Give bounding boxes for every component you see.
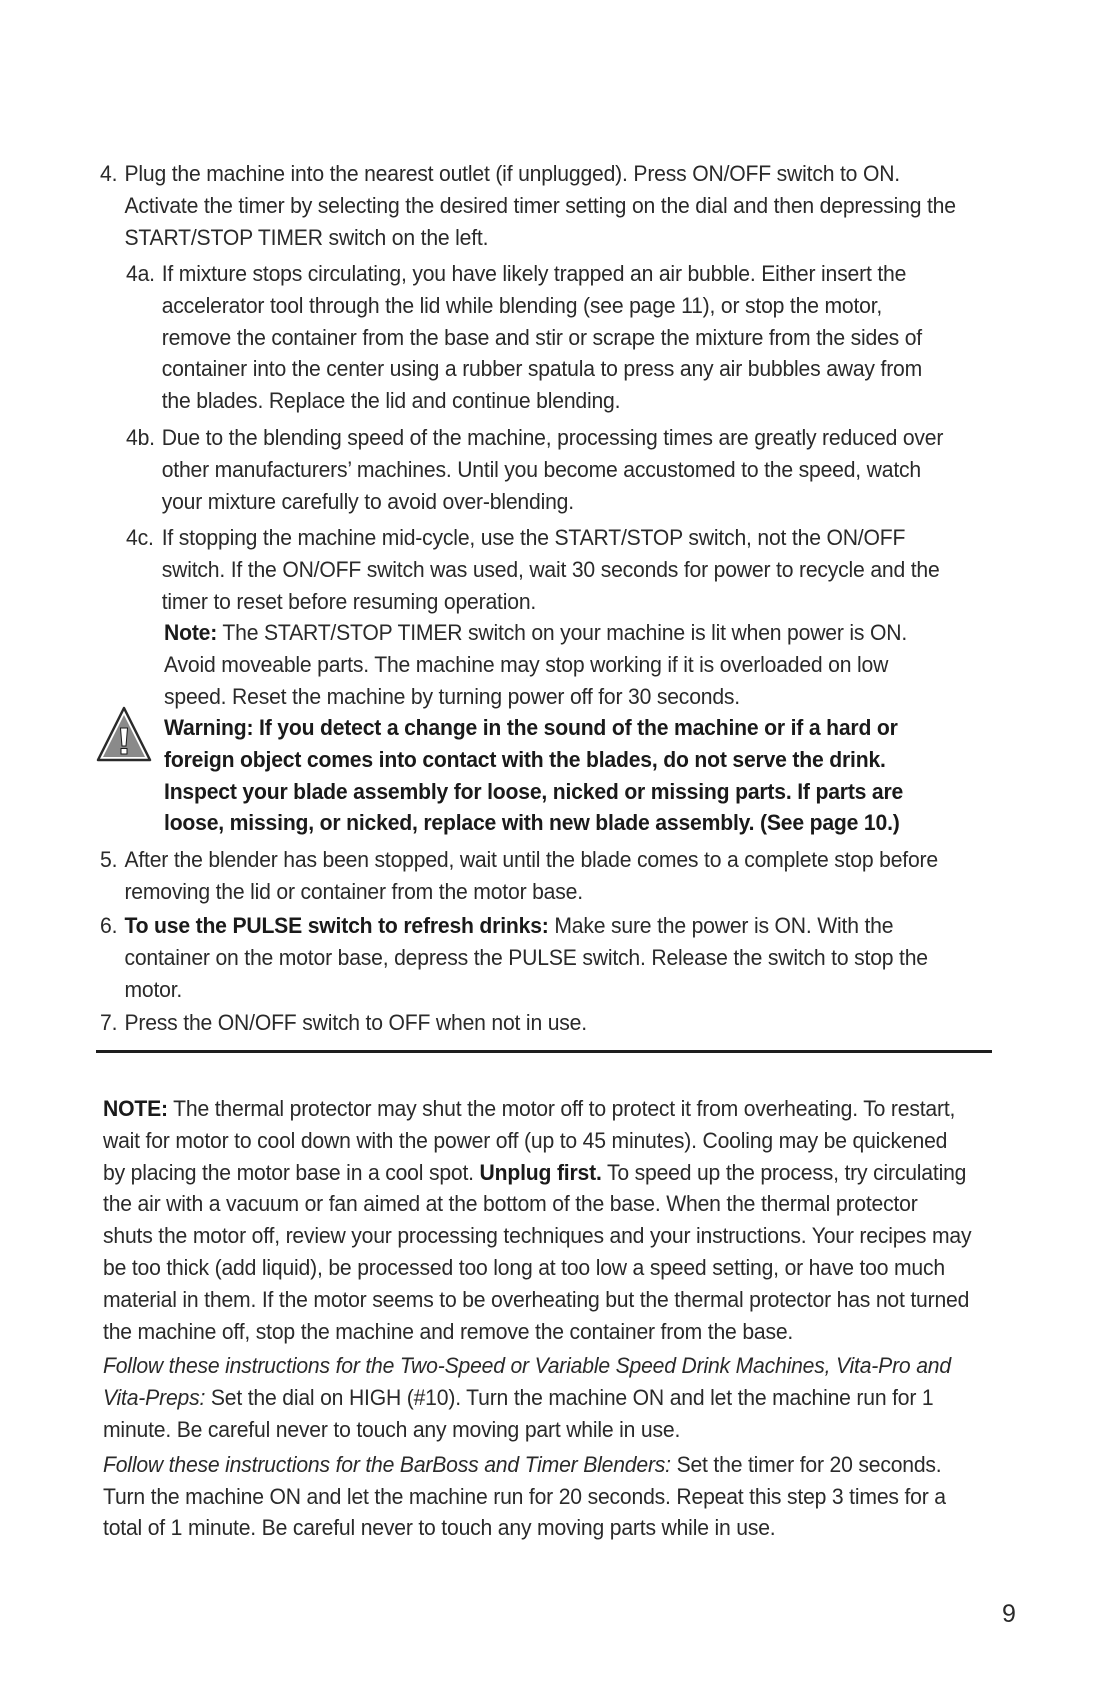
- step-text: Due to the blending speed of the machine, processing times are greatly reduced over other manufacturers’ machines. Until you become accustomed to the speed, watch your mixture carefully to avoid over-blending.: [161, 425, 944, 514]
- note-label: Note:: [164, 620, 218, 645]
- instruction-step-6: [100, 910, 965, 1005]
- step-text: Press the ON/OFF switch to OFF when not in use.: [124, 1010, 587, 1035]
- step-text: If stopping the machine mid-cycle, use the START/STOP switch, not the ON/OFF switch. If the ON/OFF switch was used, wait 30 seconds for power to recycle and the timer to reset before resuming operation.: [161, 525, 940, 614]
- barboss-lead: Follow these instructions for the BarBoss and Timer Blenders:: [103, 1451, 671, 1477]
- step-lead: To use the PULSE switch to refresh drinks:: [124, 913, 549, 938]
- note-label: NOTE:: [103, 1096, 168, 1121]
- note-text-before: The thermal protector may shut the motor off to protect it from overheating. To restart, wait for motor to cool down with the power off (up to 45 minutes). Cooling may be quickened by placing the motor base in a cool spot.: [103, 1096, 956, 1185]
- instruction-step-4: [100, 158, 965, 253]
- step-text: After the blender has been stopped, wait until the blade comes to a complete stop before removing the lid or container from the motor base.: [124, 847, 938, 904]
- step-number: 4.: [100, 161, 118, 186]
- step-number: 5.: [100, 847, 118, 872]
- page-number: 9: [1002, 1600, 1016, 1628]
- step-number: 7.: [100, 1010, 118, 1035]
- instruction-step-7: [100, 1007, 965, 1039]
- step-number: 6.: [100, 913, 118, 938]
- instruction-step-5: [100, 844, 965, 908]
- two-speed-lead: Follow these instructions for the Two-Speed or Variable Speed Drink Machines, Vita-Pro and Vita-Preps:: [103, 1353, 951, 1411]
- section-divider: [96, 1050, 992, 1053]
- two-speed-instructions: [103, 1350, 973, 1445]
- blade-warning: Warning: If you detect a change in the sound of the machine or if a hard or foreign object comes into contact with the blades, do not serve the drink. Inspect your blade assembly for loose, nicked or missing parts. If parts are loose, missing, or nicked, replace with new blade assembly. (See page 10.): [164, 715, 904, 836]
- barboss-instructions: [103, 1449, 973, 1544]
- step-text: [124, 910, 964, 1005]
- step-detail: Make sure the power is ON. With the container on the motor base, depress the PULSE switch. Release the switch to stop the motor.: [124, 913, 928, 1002]
- step-text: Plug the machine into the nearest outlet (if unplugged). Press ON/OFF switch to ON. Activate the timer by selecting the desired timer setting on the dial and then depressing the START/STOP TIMER switch on the left.: [124, 161, 956, 250]
- unplug-first: Unplug first.: [479, 1159, 602, 1185]
- thermal-protector-note: [103, 1093, 973, 1547]
- step-4c-note: [164, 617, 955, 712]
- step-number: 4a.: [126, 261, 155, 286]
- instruction-step-4a: [126, 258, 953, 417]
- two-speed-text: Set the dial on HIGH (#10). Turn the machine ON and let the machine run for 1 minute. Be careful never to touch any moving part while in use.: [103, 1385, 934, 1442]
- note-text: The START/STOP TIMER switch on your machine is lit when power is ON. Avoid moveable parts. The machine may stop working if it is overloaded on low speed. Reset the machine by turning power off for 30 seconds.: [164, 620, 908, 709]
- warning-triangle-icon: [96, 706, 152, 762]
- barboss-text: Set the timer for 20 seconds. Turn the machine ON and let the machine run for 20 seconds. Repeat this step 3 times for a total of 1 minute. Be careful never to touch any moving parts while in use.: [103, 1451, 946, 1541]
- step-number: 4b.: [126, 425, 155, 450]
- step-text: If mixture stops circulating, you have likely trapped an air bubble. Either insert the accelerator tool through the lid while blending (see page 11), or stop the motor, remove the container from the base and stir or scrape the mixture from the sides of container into the center using a rubber spatula to press any air bubbles away from the blades. Replace the lid and continue blending.: [161, 261, 923, 414]
- instruction-step-4b: [126, 422, 953, 517]
- note-paragraph: [103, 1093, 973, 1347]
- instruction-step-4c: [126, 522, 953, 617]
- note-text-after: To speed up the process, try circulating the air with a vacuum or fan aimed at the bottom of the base. When the thermal protector shuts the motor off, review your processing techniques and your instructions. Your recipes may be too thick (add liquid), be processed too long at too low a speed setting, or have too much material in them. If the motor seems to be overheating but the thermal protector has not turned the machine off, stop the machine and remove the container from the base.: [103, 1159, 972, 1344]
- step-number: 4c.: [126, 525, 154, 550]
